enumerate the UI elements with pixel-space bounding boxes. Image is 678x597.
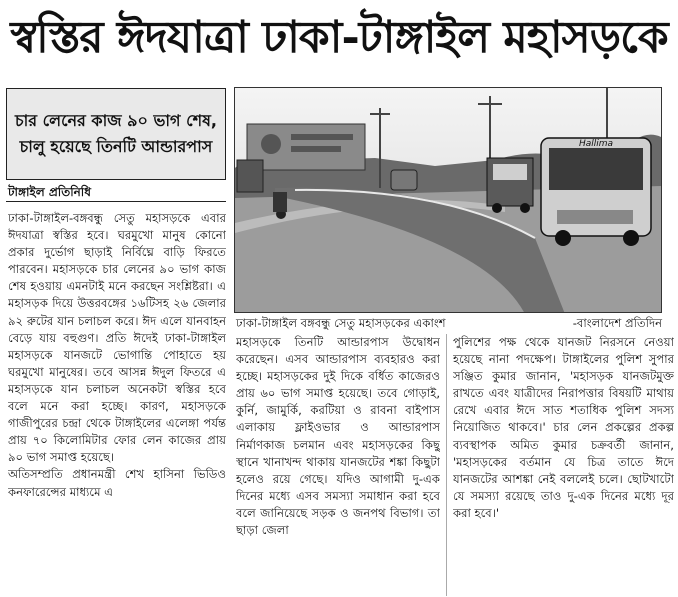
bus-logo-text: Hallima xyxy=(578,139,614,149)
truck-left xyxy=(237,160,263,192)
photo-caption xyxy=(236,315,662,334)
subheadline: চার লেনের কাজ ৯০ ভাগ শেষ, চালু হয়েছে তিনটি আন্ডারপাস xyxy=(15,111,217,156)
headline: স্বস্তির ঈদযাত্রা ঢাকা-টাঙ্গাইল মহাসড়কে xyxy=(10,11,668,63)
highway-photo-illustration xyxy=(235,88,662,313)
caption-text: ঢাকা-টাঙ্গাইল বঙ্গবন্ধু সেতু মহাসড়কের একাংশ xyxy=(236,316,446,330)
news-photo xyxy=(234,87,662,313)
subheadline-box xyxy=(6,88,226,180)
byline-divider xyxy=(6,201,226,202)
car xyxy=(391,170,417,190)
byline: টাঙ্গাইল প্রতিনিধি xyxy=(8,185,91,199)
article-column-2 xyxy=(236,334,440,597)
motorcycle-rider xyxy=(273,192,287,212)
column-3-paragraph-1: পুলিশের পক্ষ থেকে যানজট নিরসনে নেওয়া হয়েছে নানা পদক্ষেপ। টাঙ্গাইলের পুলিশ সুপার সঞ্জিত কুমার জানান, 'মহাসড়ক যানজটমুক্ত রাখতে এবং যাত্রীদের নিরাপত্তার বিষয়টি মাথায় রেখে এবার ঈদে সাত শতাধিক পুলিশ সদস্য নিয়োজিত থাকবে।' চার লেন প্রকল্পের প্রকল্প ব্যবস্থাপক অমিত কুমার চক্রবর্তী জানান, 'মহাসড়কের বর্তমান যে চিত্র তাতে ঈদে যানজটের আশঙ্কা নেই বললেই চলে। ছোটখাটো যে সমস্যা রয়েছে তাও দু-এক দিনের মধ্যে দূর করা হবে।' xyxy=(453,335,674,520)
article-column-3 xyxy=(453,334,674,597)
column-1-paragraph-1: ঢাকা-টাঙ্গাইল-বঙ্গবন্ধু সেতু মহাসড়কে এবার ঈদযাত্রা স্বস্তির হবে। ঘরমুখো মানুষ কোনো প্রকার দুর্ভোগ ছাড়াই নির্বিঘ্নে বাড়ি ফিরতে পারবেন। মহাসড়কে চার লেনের ৯০ ভাগ কাজ শেষ হওয়ায় এমনটাই মনে করছেন সংশ্লিষ্টরা। এ মহাসড়ক দিয়ে উত্তরবঙ্গের ১৬টিসহ ২৬ জেলার ৯২ রুটের যান চলাচল করে। ঈদ এলে যানবাহন বেড়ে যায় বহুগুণ। প্রতি ঈদেই ঢাকা-টাঙ্গাইল মহাসড়কে যানজটে ভোগান্তি পোহাতে হয় ঘরমুখো মানুষের। তবে আসন্ন ঈদুল ফিতরে এ মহাসড়কে যান চলাচল অনেকটা স্বস্তির হবে বলে মনে করা হচ্ছে। কারণ, মহাসড়কে গাজীপুরের চন্দ্রা থেকে টাঙ্গাইলের এলেঙ্গা পর্যন্ত প্রায় ৭০ কিলোমিটার ফোর লেন কাজের প্রায় ৯০ ভাগ সমাপ্ত হয়েছে। xyxy=(8,211,226,465)
article-column-1 xyxy=(8,210,226,597)
column-2-paragraph-1: মহাসড়কে তিনটি আন্ডারপাস উদ্বোধন করেছেন। এসব আন্ডারপাস ব্যবহারও করা হচ্ছে। মহাসড়কের দুই দিকে বর্ধিত কাজেরও প্রায় ৬০ ভাগ সমাপ্ত হয়েছে। তবে গোড়াই, কুর্নি, জামুর্কি, করটিয়া ও রাবনা বাইপাস এলাকায় ফ্লাইওভার ও আন্ডারপাস নির্মাণকাজ চলমান এবং মহাসড়কের কিছু স্থানে খানাখন্দ থাকায় যানজটের শঙ্কা কিছুটা হলেও রয়ে গেছে। যদিও আগামী দু-এক দিনের মধ্যে এসব সমস্যা সমাধান করা হবে বলে জানিয়েছে সড়ক ও জনপথ বিভাগ। তা ছাড়া জেলা xyxy=(236,335,440,538)
column-1-paragraph-2: অতিসম্প্রতি প্রধানমন্ত্রী শেখ হাসিনা ভিডিও কনফারেন্সের মাধ্যমে এ xyxy=(8,467,226,499)
caption-credit: -বাংলাদেশ প্রতিদিন xyxy=(572,316,662,330)
column-divider xyxy=(446,334,447,596)
